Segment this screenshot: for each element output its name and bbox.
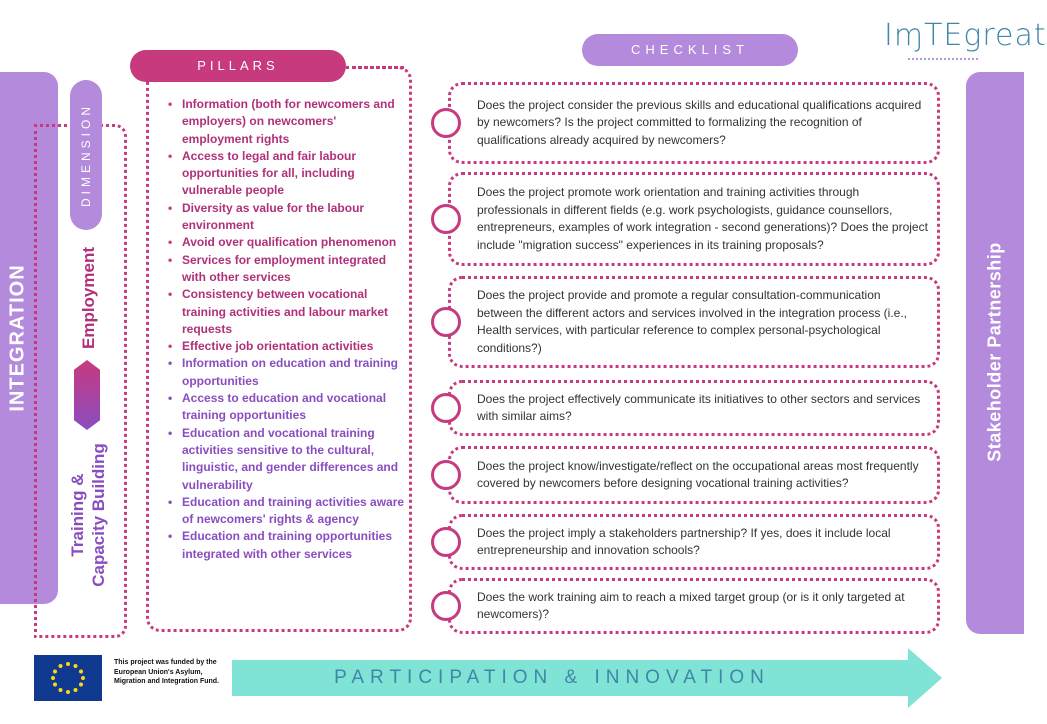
stakeholder-label: Stakeholder Partnership [984,242,1005,462]
integreat-logo: IɱTEgreat [884,18,1047,53]
pillar-item: • Education and training activities aware of newcomers' rights & agency [166,494,406,529]
checklist-item [448,82,940,164]
checklist-item [448,514,940,570]
checklist-item-text: Does the project provide and promote a regular consultation-communication between the different actors and services involved in the integration process (i.e., Health services, with particular reference to complex personal-psychological conditions?) [477,288,908,355]
hexagon-divider [74,360,100,430]
pillars-connector [346,66,404,69]
checkbox-circle-icon[interactable] [431,460,461,490]
pillar-item: • Information on education and training opportunities [166,355,406,390]
checklist-item [448,276,940,368]
checklist-item-text: Does the project consider the previous skills and educational qualifications acquired by newcomers? Is the project committed to formalizing the recognition of qualifications already acquired by newcomers? [477,97,922,147]
checkbox-circle-icon[interactable] [431,393,461,423]
checklist-item-text: Does the project effectively communicate its initiatives to other sectors and services with similar aims? [477,391,921,423]
pillar-item: • Access to education and vocational training opportunities [166,390,406,425]
pillar-item: • Education and vocational training activities sensitive to the cultural, linguistic, and gender differences and vulnerability [166,425,406,494]
eu-flag-icon [34,655,102,701]
integration-label: INTEGRATION [6,264,29,412]
checklist-item [448,380,940,436]
pillar-item: • Information (both for newcomers and employers) on newcomers' employment rights [166,96,406,148]
checklist-item [448,446,940,504]
dimension-frame-left [34,124,37,632]
pillar-item: • Effective job orientation activities [166,338,406,355]
participation-innovation-label: PARTICIPATION & INNOVATION [334,667,770,688]
checkbox-circle-icon[interactable] [431,108,461,138]
checkbox-circle-icon[interactable] [431,527,461,557]
dimension-label: DIMENSION [79,102,93,208]
logo-underline [908,58,978,60]
checklist-item [448,172,940,266]
checkbox-circle-icon[interactable] [431,591,461,621]
pillar-item: • Consistency between vocational training activities and labour market requests [166,286,406,338]
checklist-item-text: Does the project promote work orientation and training activities through professionals in different fields (e.g. work psychologists, guidance counsellors, entrepreneurs, examples of work integration - second generations)? Does the project include "migration success" experiences in its training proposals? [477,185,928,252]
checklist-item [448,578,940,634]
checklist-item-text: Does the project know/investigate/reflect on the occupational areas most frequently covered by newcomers before designing vocational training activities? [477,458,919,490]
checklist-header: CHECKLIST [582,34,798,66]
checkbox-circle-icon[interactable] [431,204,461,234]
training-label [67,443,109,587]
pillar-item: • Diversity as value for the labour environment [166,200,406,235]
pillars-list [166,96,406,563]
pillar-item: • Access to legal and fair labour opportunities for all, including vulnerable people [166,148,406,200]
pillar-item: • Services for employment integrated with other services [166,252,406,287]
pillar-item: • Education and training opportunities integrated with other services [166,528,406,563]
training-line1: Training & [68,473,87,557]
funding-text: This project was funded by the European Union's Asylum, Migration and Integration Fund. [114,659,219,685]
training-line2: Capacity Building [89,443,108,587]
employment-label: Employment [79,246,98,350]
checkbox-circle-icon[interactable] [431,307,461,337]
pillars-header: PILLARS [130,50,346,82]
checklist-item-text: Does the work training aim to reach a mixed target group (or is it only targeted at newcomers)? [477,589,905,621]
pillar-item: • Avoid over qualification phenomenon [166,234,406,251]
checklist-item-text: Does the project imply a stakeholders partnership? If yes, does it include local entrepreneurship and innovation schools? [477,525,891,557]
